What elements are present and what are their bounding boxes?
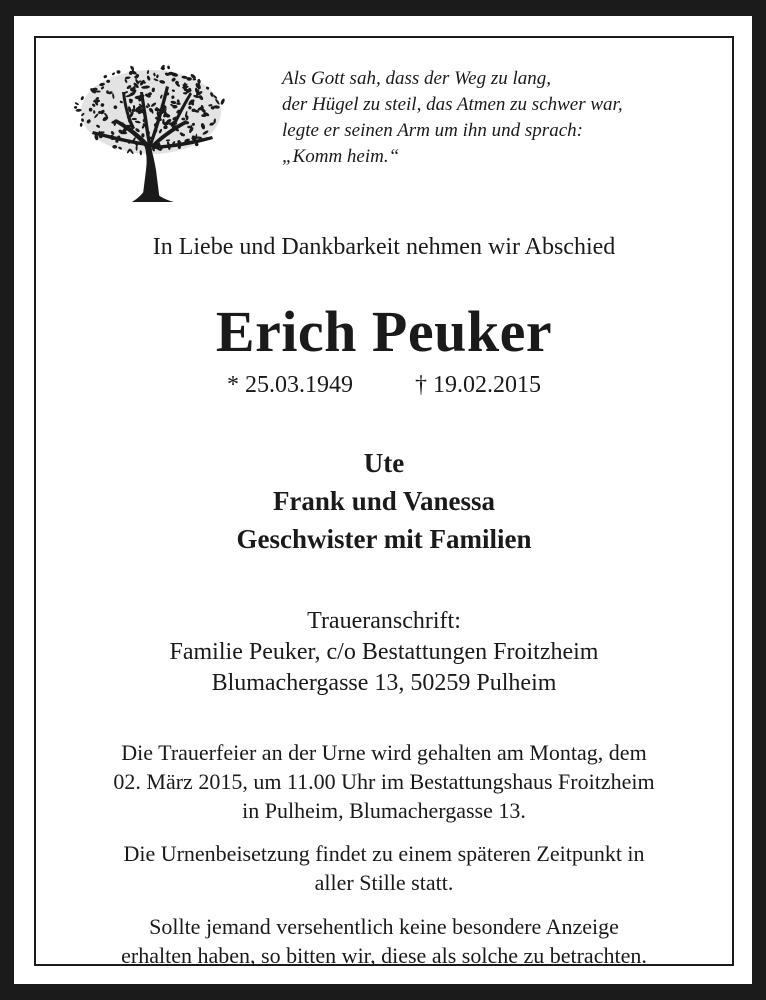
poem [282, 66, 623, 170]
tree-icon [62, 52, 240, 202]
life-dates [34, 372, 734, 399]
poem-line: der Hügel zu steil, das Atmen zu schwer war, [282, 94, 623, 115]
paragraph-line: in Pulheim, Blumachergasse 13. [242, 798, 526, 823]
funeral-paragraph [34, 738, 734, 825]
burial-paragraph [34, 839, 734, 897]
deceased-name: Erich Peuker [215, 299, 553, 364]
paragraph-line: Die Urnenbeisetzung findet zu einem späteren Zeitpunkt in [123, 841, 645, 866]
poem-line: „Komm heim.“ [282, 146, 400, 167]
address-line: Familie Peuker, c/o Bestattungen Froitzheim [169, 639, 599, 665]
mourning-address [34, 606, 734, 699]
paragraph-line: aller Stille statt. [314, 870, 454, 895]
mourner-line: Frank und Vanessa [272, 486, 496, 516]
notice-card [14, 16, 752, 984]
paragraph-line: Die Trauerfeier an der Urne wird gehalten am Montag, dem [121, 740, 647, 765]
poem-line: Als Gott sah, dass der Weg zu lang, [282, 68, 552, 89]
paragraph-line: Sollte jemand versehentlich keine besondere Anzeige [149, 914, 619, 939]
intro-text: In Liebe und Dankbarkeit nehmen wir Abschied [152, 234, 616, 260]
address-heading: Traueranschrift: [307, 608, 461, 634]
poem-line: legte er seinen Arm um ihn und sprach: [282, 120, 583, 141]
mourner-line: Geschwister mit Familien [236, 524, 532, 554]
paragraph-line: 02. März 2015, um 11.00 Uhr im Bestattungshaus Froitzheim [113, 769, 655, 794]
notice-paragraph [34, 912, 734, 970]
address-line: Blumachergasse 13, 50259 Pulheim [211, 670, 557, 696]
birth-date: * 25.03.1949 [227, 372, 353, 398]
mourner-line: Ute [363, 448, 405, 478]
mourners [34, 444, 734, 558]
paragraph-line: erhalten haben, so bitten wir, diese als solche zu betrachten. [121, 943, 647, 968]
death-date: † 19.02.2015 [415, 372, 541, 398]
